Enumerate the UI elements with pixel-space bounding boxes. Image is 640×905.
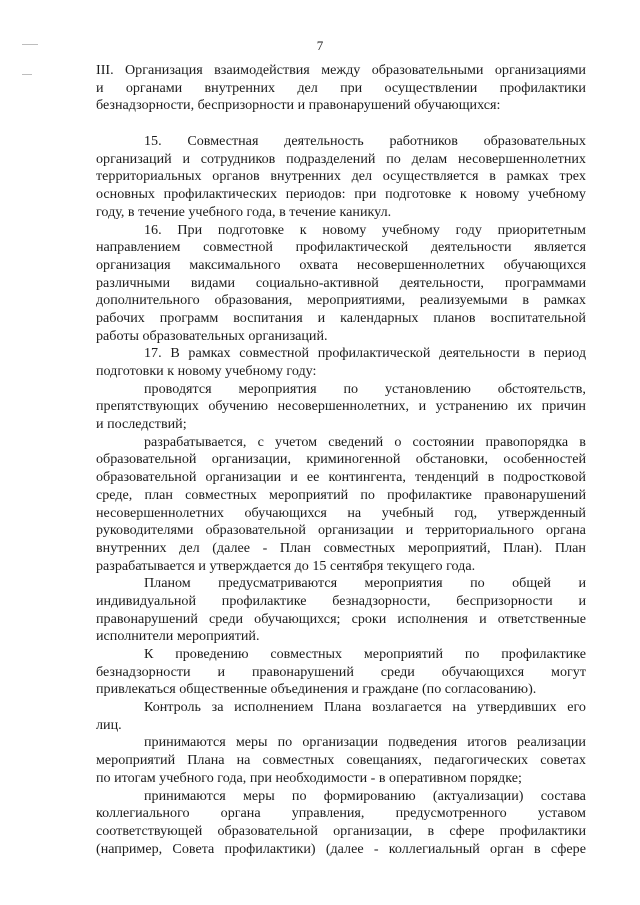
text-line: 17. В рамках совместной профилактической деятельности в период: [144, 345, 586, 362]
paragraph-15: [96, 133, 586, 221]
text-line: лиц.: [96, 716, 122, 733]
text-line: препятствующих обучению несовершеннолетних, и устранению их причин: [96, 398, 586, 415]
scan-margin-mark: [22, 74, 32, 75]
text-line: и органами внутренних дел при осуществлении профилактики: [96, 79, 586, 96]
text-line: дополнительного образования, мероприятиями, реализуемыми в рамках: [96, 292, 586, 309]
text-line: безнадзорности, беспризорности и правонарушений обучающихся:: [96, 97, 501, 114]
text-line: руководителями образовательной организации и территориального органа: [96, 522, 586, 539]
text-line: организация максимального охвата несовершеннолетних обучающихся: [96, 256, 586, 273]
text-line: подготовки к новому учебному году:: [96, 363, 317, 379]
text-line: внутренних дел (далее - План совместных мероприятий, План). План: [96, 539, 586, 556]
text-line: Планом предусматриваются мероприятия по общей и: [144, 575, 586, 592]
text-line: 15. Совместная деятельность работников образовательных: [144, 133, 586, 150]
paragraph-17: [96, 345, 586, 858]
text-line: разрабатывается, с учетом сведений о состоянии правопорядка в: [144, 433, 586, 450]
text-line: исполнители мероприятий.: [96, 628, 260, 645]
section-heading: [96, 62, 586, 115]
document-body: [96, 62, 586, 858]
text-line: территориальных органов внутренних дел осуществляется в рамках трех: [96, 168, 586, 185]
text-line: принимаются меры по организации подведения итогов реализации: [144, 734, 586, 751]
text-line: различными видами социально-активной деятельности, программами: [96, 274, 586, 291]
text-line: соответствующей образовательной организации, в сфере профилактики: [96, 822, 586, 839]
text-line: направлением совместной профилактической деятельности является: [96, 239, 586, 256]
text-line: безнадзорности и правонарушений среди обучающихся могут: [96, 663, 586, 680]
text-line: коллегиального органа управления, предусмотренного уставом: [96, 805, 586, 822]
text-line: организаций и сотрудников подразделений по делам несовершеннолетних: [96, 150, 586, 167]
text-line: Контроль за исполнением Плана возлагается на утвердивших его: [144, 699, 586, 716]
text-line: привлекаться общественные объединения и граждане (по согласованию).: [96, 681, 537, 698]
text-line: правонарушений среди обучающихся; сроки исполнения и ответственные: [96, 610, 586, 627]
text-line: индивидуальной профилактике безнадзорности, беспризорности и: [96, 592, 586, 609]
text-line: мероприятий Плана на совместных совещаниях, педагогических советах: [96, 752, 586, 769]
text-line: разрабатывается и утверждается до 15 сентября текущего года.: [96, 557, 476, 574]
page-number: 7: [316, 38, 324, 53]
text-line: III. Организация взаимодействия между образовательными организациями: [96, 62, 586, 78]
text-line: несовершеннолетних обучающихся на учебный год, утвержденный: [96, 504, 586, 521]
text-line: проводятся мероприятия по установлению обстоятельств,: [144, 380, 586, 397]
text-line: образовательной организации, криминогенной обстановки, особенностей: [96, 451, 586, 468]
text-line: принимаются меры по формированию (актуализации) состава: [144, 787, 586, 804]
text-line: году, в течение учебного года, в течение каникул.: [96, 203, 392, 220]
paragraph-16: [96, 222, 586, 346]
text-line: и последствий;: [96, 416, 187, 433]
text-line: рабочих программ воспитания и календарных планов воспитательной: [96, 309, 586, 326]
text-line: 16. При подготовке к новому учебному году приоритетным: [144, 221, 586, 238]
text-line: работы образовательных организаций.: [96, 327, 328, 344]
text-line: образовательной организации и ее контингента, тенденций в подростковой: [96, 469, 586, 486]
text-line: основных профилактических периодов: при подготовке к новому учебному: [96, 186, 586, 203]
text-line: по итогам учебного года, при необходимости - в оперативном порядке;: [96, 769, 522, 786]
text-line: К проведению совместных мероприятий по профилактике: [144, 646, 586, 662]
text-line: (например, Совета профилактики) (далее - коллегиальный орган в сфере: [96, 840, 586, 857]
text-line: среде, план совместных мероприятий по профилактике правонарушений: [96, 486, 586, 503]
